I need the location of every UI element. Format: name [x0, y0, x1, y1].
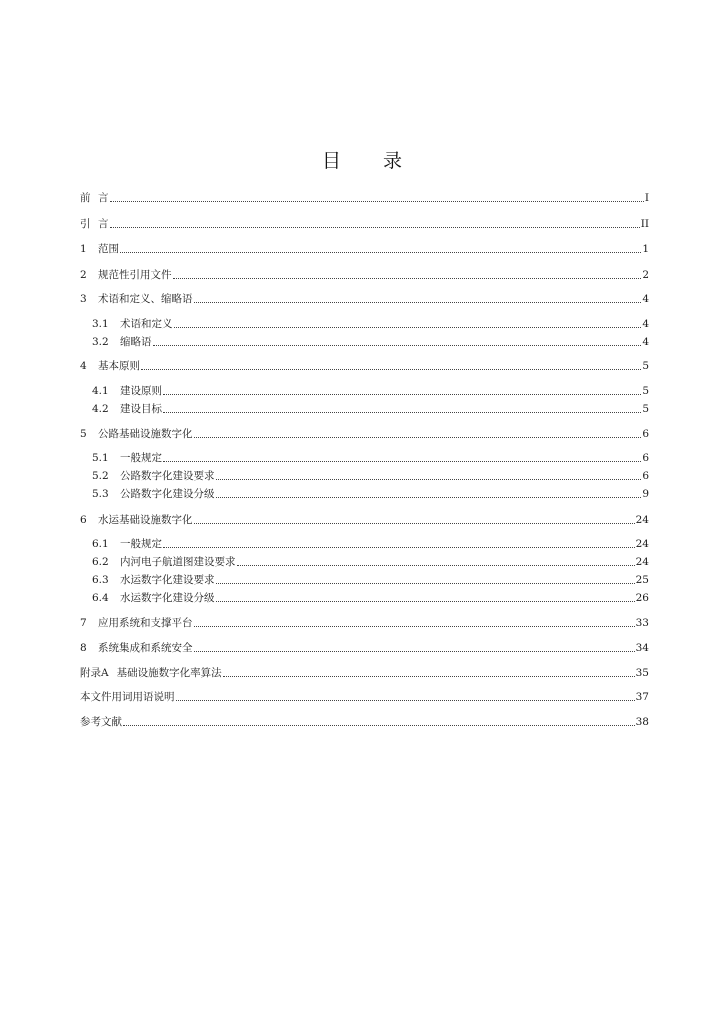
- toc-entry-appendix-a[interactable]: [80, 665, 649, 681]
- toc-dot-leader: [123, 725, 635, 726]
- toc-entry-4-2[interactable]: [92, 401, 649, 417]
- toc-entry-5[interactable]: [80, 426, 649, 442]
- toc-dot-leader: [194, 437, 642, 438]
- toc-entry-number: 3.1: [92, 318, 109, 330]
- toc-dot-leader: [216, 497, 642, 498]
- toc-entry-number: 5.3: [92, 488, 109, 500]
- toc-dot-leader: [216, 583, 635, 584]
- toc-entry-number: 5: [80, 428, 87, 440]
- toc-dot-leader: [110, 201, 644, 202]
- toc-entry-number: 4.2: [92, 403, 109, 415]
- toc-entry-number: 6.3: [92, 574, 109, 586]
- toc-entry-title: 基础设施数字化率算法: [116, 667, 222, 679]
- toc-entry-number: 1: [80, 243, 87, 255]
- toc-dot-leader: [153, 345, 642, 346]
- toc-entry-page: 9: [642, 488, 649, 500]
- toc-entry-page: 35: [635, 667, 649, 679]
- toc-entry-page: 5: [642, 403, 649, 415]
- toc-entry-number: 3: [80, 293, 87, 305]
- toc-entry-title: 规范性引用文件: [98, 269, 172, 281]
- toc-entry-page: 5: [642, 385, 649, 397]
- toc-entry-page: I: [644, 192, 649, 204]
- toc-entry-number: 3.2: [92, 336, 109, 348]
- toc-dot-leader: [216, 601, 635, 602]
- toc-entry-number: 2: [80, 269, 87, 281]
- toc-entry-title: 水运数字化建设分级: [120, 592, 215, 604]
- toc-entry-number: 6.2: [92, 556, 109, 568]
- toc-entry-6[interactable]: [80, 512, 649, 528]
- toc-entry-4[interactable]: [80, 358, 649, 374]
- toc-entry-5-1[interactable]: [92, 450, 649, 466]
- toc-entry-page: 34: [635, 642, 649, 654]
- toc-entry-title: 术语和定义: [120, 318, 173, 330]
- toc-dot-leader: [141, 369, 641, 370]
- toc-entry-page: 6: [642, 470, 649, 482]
- toc-entry-4-1[interactable]: [92, 383, 649, 399]
- toc-entry-page: 6: [642, 428, 649, 440]
- toc-entry-title: 参考文献: [80, 716, 122, 728]
- toc-entry-page: 6: [642, 452, 649, 464]
- toc-entry-introduction[interactable]: [80, 216, 649, 232]
- toc-entry-page: 1: [642, 243, 649, 255]
- toc-dot-leader: [194, 302, 642, 303]
- toc-entry-page: 4: [642, 293, 649, 305]
- toc-entry-references[interactable]: [80, 714, 649, 730]
- toc-entry-title: 公路数字化建设分级: [120, 488, 215, 500]
- toc-entry-page: 24: [635, 538, 649, 550]
- toc-entry-number: 8: [80, 642, 87, 654]
- toc-entry-page: 38: [635, 716, 649, 728]
- toc-entry-wording-explanation[interactable]: [80, 689, 649, 705]
- toc-entry-number: 6: [80, 514, 87, 526]
- toc-entry-3-1[interactable]: [92, 316, 649, 332]
- toc-entry-title: 内河电子航道图建设要求: [120, 556, 236, 568]
- toc-dot-leader: [163, 547, 635, 548]
- toc-entry-page: 24: [635, 556, 649, 568]
- toc-entry-title: 言: [98, 192, 109, 204]
- toc-entry-page: 4: [642, 336, 649, 348]
- toc-entry-page: 24: [635, 514, 649, 526]
- toc-entry-6-1[interactable]: [92, 536, 649, 552]
- toc-entry-number: 5.2: [92, 470, 109, 482]
- toc-entry-title: 本文件用词用语说明: [80, 691, 175, 703]
- toc-dot-leader: [223, 676, 635, 677]
- toc-entry-number: 4.1: [92, 385, 109, 397]
- toc-entry-title: 缩略语: [120, 336, 152, 348]
- toc-entry-8[interactable]: [80, 640, 649, 656]
- toc-entry-page: II: [640, 218, 649, 230]
- toc-entry-number: 5.1: [92, 452, 109, 464]
- toc-entry-5-3[interactable]: [92, 486, 649, 502]
- toc-entry-title: 一般规定: [120, 538, 162, 550]
- toc-dot-leader: [237, 565, 635, 566]
- toc-entry-page: 5: [642, 360, 649, 372]
- toc-entry-number: 引: [80, 218, 101, 230]
- toc-entry-title: 公路数字化建设要求: [120, 470, 215, 482]
- toc-entry-page: 4: [642, 318, 649, 330]
- toc-dot-leader: [216, 479, 642, 480]
- toc-entry-page: 25: [635, 574, 649, 586]
- toc-dot-leader: [110, 227, 640, 228]
- toc-entry-title: 水运基础设施数字化: [98, 514, 193, 526]
- toc-entry-page: 37: [635, 691, 649, 703]
- toc-dot-leader: [174, 327, 642, 328]
- toc-entry-page: 26: [635, 592, 649, 604]
- toc-dot-leader: [163, 461, 641, 462]
- toc-entry-3-2[interactable]: [92, 334, 649, 350]
- toc-entry-title: 一般规定: [120, 452, 162, 464]
- toc-dot-leader: [173, 278, 642, 279]
- toc-dot-leader: [120, 252, 641, 253]
- toc-entry-6-2[interactable]: [92, 554, 649, 570]
- toc-entry-number: 6.4: [92, 592, 109, 604]
- toc-entry-5-2[interactable]: [92, 468, 649, 484]
- toc-entry-number: 附录A: [80, 667, 109, 679]
- toc-entry-page: 33: [635, 617, 649, 629]
- toc-entry-1[interactable]: [80, 241, 649, 257]
- toc-dot-leader: [163, 412, 641, 413]
- toc-dot-leader: [194, 651, 635, 652]
- toc-entry-title: 建设目标: [120, 403, 162, 415]
- toc-entry-3[interactable]: [80, 291, 649, 307]
- toc-entry-title: 术语和定义、缩略语: [98, 293, 193, 305]
- toc-entry-title: 应用系统和支撑平台: [98, 617, 193, 629]
- toc-entry-6-4[interactable]: [92, 590, 649, 606]
- toc-entry-title: 范围: [98, 243, 119, 255]
- toc-dot-leader: [176, 700, 635, 701]
- toc-entry-number: 7: [80, 617, 87, 629]
- toc-entry-title: 水运数字化建设要求: [120, 574, 215, 586]
- toc-entry-6-3[interactable]: [92, 572, 649, 588]
- toc-entry-title: 公路基础设施数字化: [98, 428, 193, 440]
- toc-dot-leader: [163, 394, 641, 395]
- toc-dot-leader: [194, 523, 635, 524]
- toc-entry-title: 建设原则: [120, 385, 162, 397]
- page-title: 目 录: [321, 150, 421, 172]
- toc-dot-leader: [194, 626, 635, 627]
- toc-entry-2[interactable]: [80, 267, 649, 283]
- toc-entry-foreword[interactable]: [80, 190, 649, 206]
- toc-entry-title: 言: [98, 218, 109, 230]
- toc-entry-number: 4: [80, 360, 87, 372]
- toc-entry-page: 2: [642, 269, 649, 281]
- toc-entry-7[interactable]: [80, 615, 649, 631]
- toc-entry-title: 系统集成和系统安全: [98, 642, 193, 654]
- toc-entry-number: 6.1: [92, 538, 109, 550]
- toc-entry-title: 基本原则: [98, 360, 140, 372]
- toc-entry-number: 前: [80, 192, 101, 204]
